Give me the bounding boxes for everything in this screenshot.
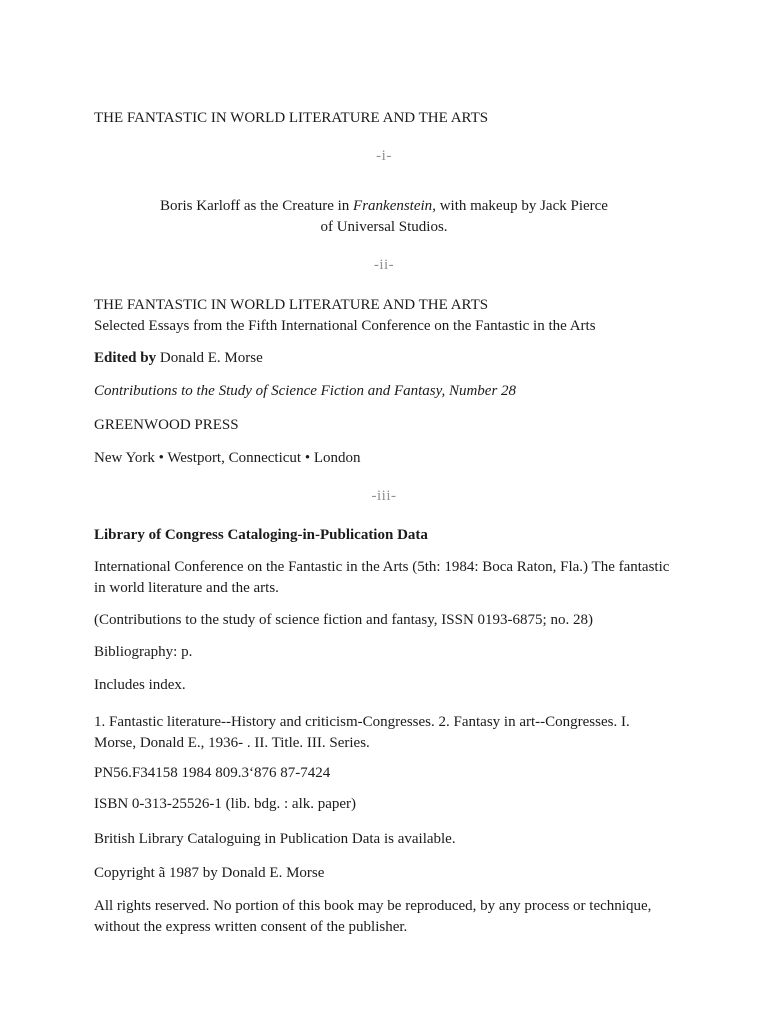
caption-text-after: , with makeup by Jack Pierce <box>432 198 608 214</box>
page-marker-ii: -ii- <box>373 257 395 273</box>
page-marker-iii: -iii- <box>371 488 397 504</box>
series-note: Contributions to the Study of Science Fiction and Fantasy, Number 28 <box>94 383 517 399</box>
cip-entry: International Conference on the Fantastic in the Arts (5th: 1984: Boca Raton, Fla.) The fantastic in world literature and the arts. <box>94 559 670 596</box>
publisher-name: GREENWOOD PRESS <box>94 417 239 433</box>
editor-line <box>94 348 674 369</box>
page-marker-i: -i- <box>376 148 392 164</box>
rights-statement: All rights reserved. No portion of this book may be reproduced, by any process or technique, without the express written consent of the publisher. <box>94 898 652 935</box>
edited-by-label: Edited by <box>94 350 157 366</box>
page-content <box>0 108 768 938</box>
book-main-title: THE FANTASTIC IN WORLD LITERATURE AND THE ARTS <box>94 110 489 126</box>
caption-italic-book-title: Frankenstein <box>353 198 433 214</box>
cip-call-number: PN56.F34158 1984 809.3‘876 87-7424 <box>94 765 331 781</box>
title-page-subtitle: Selected Essays from the Fifth International Conference on the Fantastic in the Arts <box>94 318 596 334</box>
copyright-line: Copyright ã 1987 by Donald E. Morse <box>94 865 325 881</box>
cip-series-statement: (Contributions to the study of science fiction and fantasy, ISSN 0193-6875; no. 28) <box>94 612 593 628</box>
cip-bibliography-note: Bibliography: p. <box>94 644 193 660</box>
cip-isbn: ISBN 0-313-25526-1 (lib. bdg. : alk. paper) <box>94 796 357 812</box>
title-page-heading <box>94 295 669 337</box>
frontispiece-caption <box>94 196 674 238</box>
caption-line2: of Universal Studios. <box>320 219 448 235</box>
cip-heading: Library of Congress Cataloging-in-Publication Data <box>94 527 428 543</box>
cip-subject-headings: 1. Fantastic literature--History and criticism-Congresses. 2. Fantasy in art--Congresses. I. Morse, Donald E., 1936- . II. Title. III. Series. <box>94 714 630 751</box>
title-page-title: THE FANTASTIC IN WORLD LITERATURE AND THE ARTS <box>94 297 489 313</box>
publisher-locations: New York • Westport, Connecticut • London <box>94 450 361 466</box>
cip-index-note: Includes index. <box>94 677 186 693</box>
editor-name: Donald E. Morse <box>159 350 263 366</box>
british-library-note: British Library Cataloguing in Publication Data is available. <box>94 831 456 847</box>
caption-text-before: Boris Karloff as the Creature in <box>160 198 354 214</box>
